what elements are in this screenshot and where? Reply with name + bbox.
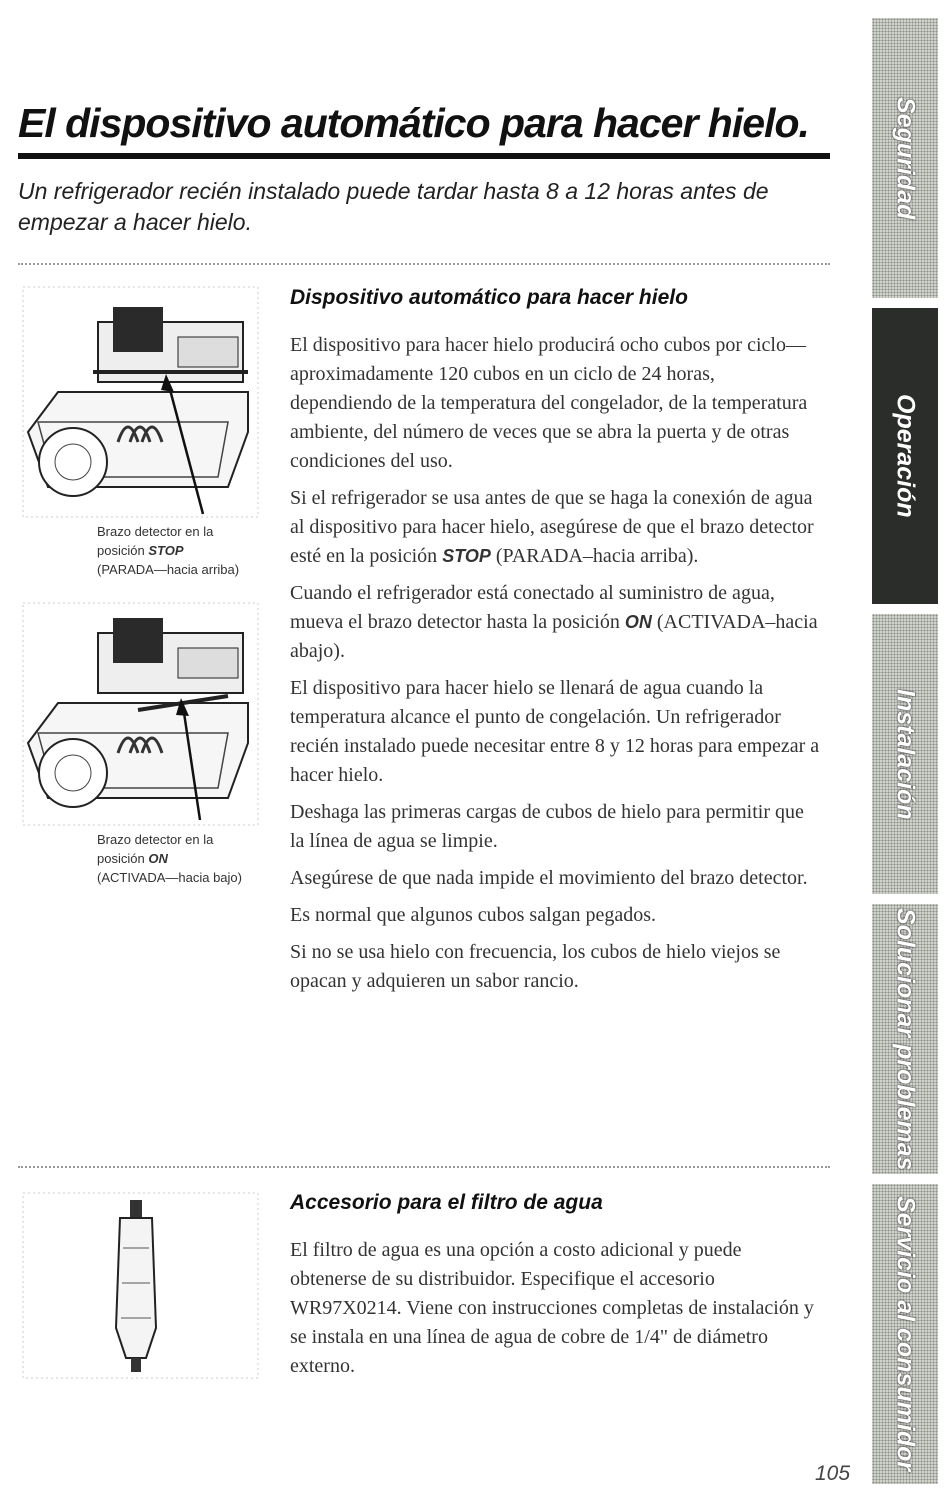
caption-on-line2: posición — [97, 851, 145, 866]
caption-stop-line2: posición — [97, 543, 145, 558]
paragraph-text: Cuando el refrigerador está conectado al suministro de agua, mueva el brazo detector hasta la posición — [290, 582, 775, 633]
caption-on — [97, 830, 277, 887]
section-heading-water-filter: Accesorio para el filtro de agua — [290, 1191, 603, 1214]
paragraph — [290, 579, 820, 666]
tab-label: Solucionar problemas — [891, 907, 920, 1171]
paragraph-text: (ACTIVADA–hacia abajo). — [290, 611, 818, 662]
paragraph: Si no se usa hielo con frecuencia, los cubos de hielo viejos se opacan y adquieren un sabor rancio. — [290, 941, 781, 992]
icemaker-on-illustration — [18, 598, 263, 830]
paragraph-text: (PARADA–hacia arriba). — [495, 545, 699, 567]
caption-stop — [97, 522, 277, 579]
tab-solucionar-problemas[interactable] — [872, 904, 938, 1174]
tab-operacion[interactable] — [872, 308, 938, 604]
paragraph: Asegúrese de que nada impide el movimiento del brazo detector. — [290, 867, 808, 889]
caption-on-line1: Brazo detector en la — [97, 832, 214, 847]
paragraph-text: Si el refrigerador se usa antes de que se haga la conexión de agua al dispositivo para hacer hielo, asegúrese de que el brazo detector esté en la posición — [290, 487, 814, 567]
on-emphasis: ON — [624, 612, 652, 632]
page-title: El dispositivo automático para hacer hielo. — [18, 100, 809, 146]
section-body-icemaker — [290, 331, 820, 1004]
paragraph: El filtro de agua es una opción a costo adicional y puede obtenerse de su distribuidor. Especifique el accesorio WR97X0214. Viene con instrucciones completas de instalación y se instala en una línea de agua de cobre de 1/4" de diámetro externo. — [290, 1239, 814, 1377]
paragraph — [290, 484, 820, 571]
paragraph: Es normal que algunos cubos salgan pegados. — [290, 904, 657, 926]
paragraph: El dispositivo para hacer hielo se llenará de agua cuando la temperatura alcance el punto de congelación. Un refrigerador recién instalado puede necesitar entre 8 y 12 horas para empezar a hacer hielo. — [290, 677, 820, 786]
caption-stop-emph: STOP — [148, 543, 184, 558]
icemaker-stop-illustration — [18, 282, 263, 522]
paragraph: El dispositivo para hacer hielo producirá ocho cubos por ciclo—aproximadamente 120 cubos en un ciclo de 24 horas, dependiendo de la temperatura del congelador, de la temperatura ambiente, del número de veces que se abra la puerta y de otras condiciones del uso. — [290, 334, 808, 472]
tab-label: Operación — [891, 394, 920, 518]
section-divider — [18, 263, 830, 265]
section-divider — [18, 1166, 830, 1168]
tab-servicio-al-consumidor[interactable] — [872, 1184, 938, 1484]
section-tabs — [872, 0, 938, 1502]
page-subtitle: Un refrigerador recién instalado puede tardar hasta 8 a 12 horas antes de empezar a hacer hielo. — [18, 178, 769, 235]
caption-stop-line3: (PARADA—hacia arriba) — [97, 562, 240, 577]
water-filter-illustration — [18, 1188, 263, 1383]
tab-seguridad[interactable] — [872, 18, 938, 298]
paragraph: Deshaga las primeras cargas de cubos de hielo para permitir que la línea de agua se limpie. — [290, 801, 804, 852]
tab-label: Servicio al consumidor — [891, 1196, 920, 1472]
tab-label: Instalación — [891, 688, 920, 820]
page-number: 105 — [815, 1462, 851, 1485]
section-body-water-filter — [290, 1236, 820, 1389]
tab-label: Seguridad — [891, 96, 920, 220]
caption-stop-line1: Brazo detector en la — [97, 524, 214, 539]
section-heading-icemaker: Dispositivo automático para hacer hielo — [290, 286, 688, 309]
caption-on-emph: ON — [148, 851, 168, 866]
title-underline — [18, 153, 830, 159]
stop-emphasis: STOP — [442, 546, 491, 566]
caption-on-line3: (ACTIVADA—hacia bajo) — [97, 870, 242, 885]
tab-instalacion[interactable] — [872, 614, 938, 894]
